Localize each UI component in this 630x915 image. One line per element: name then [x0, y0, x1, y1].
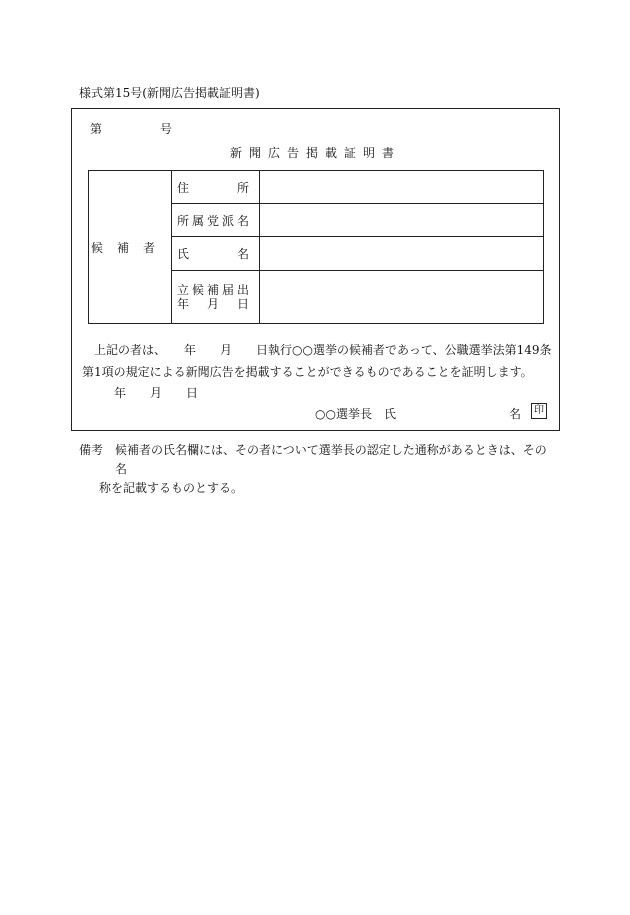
filing-date-label-line1: 立候補届出 — [177, 282, 249, 297]
document-title: 新聞広告掲載証明書 — [229, 146, 401, 160]
address-label-text: 住 所 — [177, 180, 249, 195]
table-row — [89, 171, 544, 204]
filing-date-label-line2: 年 月 日 — [177, 296, 249, 311]
name-label — [172, 237, 260, 270]
certificate-frame — [71, 108, 560, 431]
returning-officer-name-suffix: 名 — [509, 407, 522, 421]
seal-mark: 印 — [531, 403, 547, 419]
party-label-text: 所属党派名 — [177, 213, 249, 228]
candidate-table — [88, 170, 544, 324]
filing-date-field[interactable] — [260, 270, 544, 323]
form-number-label: 様式第15号(新聞広告掲載証明書) — [79, 86, 260, 100]
document-number-prefix: 第 — [90, 122, 103, 136]
address-label — [172, 171, 260, 204]
remarks-heading: 備考 — [79, 443, 104, 457]
issue-date: 年 月 日 — [114, 386, 199, 400]
party-field[interactable] — [260, 204, 544, 237]
certification-text-body: 上記の者は、 年 月 日執行○○選挙の候補者であって、公職選挙法第149条第1項の規定による新聞広告を掲載することができるものであることを証明します。 — [82, 343, 552, 379]
filing-date-label — [172, 270, 260, 323]
certification-text — [82, 339, 552, 383]
name-field[interactable] — [260, 237, 544, 270]
returning-officer-name: ○○選挙長 氏 — [315, 407, 396, 421]
name-label-text: 氏 名 — [177, 246, 249, 261]
party-label — [172, 204, 260, 237]
candidate-side-label: 候補者 — [89, 171, 172, 324]
remarks-text-line2: 称を記載するものとする。 — [99, 481, 244, 495]
document-number-suffix: 号 — [160, 122, 173, 136]
address-field[interactable] — [260, 171, 544, 204]
remarks — [79, 441, 554, 498]
remarks-text-line1: 候補者の氏名欄には、その者について選挙長の認定した通称があるときは、その名 — [115, 443, 547, 476]
